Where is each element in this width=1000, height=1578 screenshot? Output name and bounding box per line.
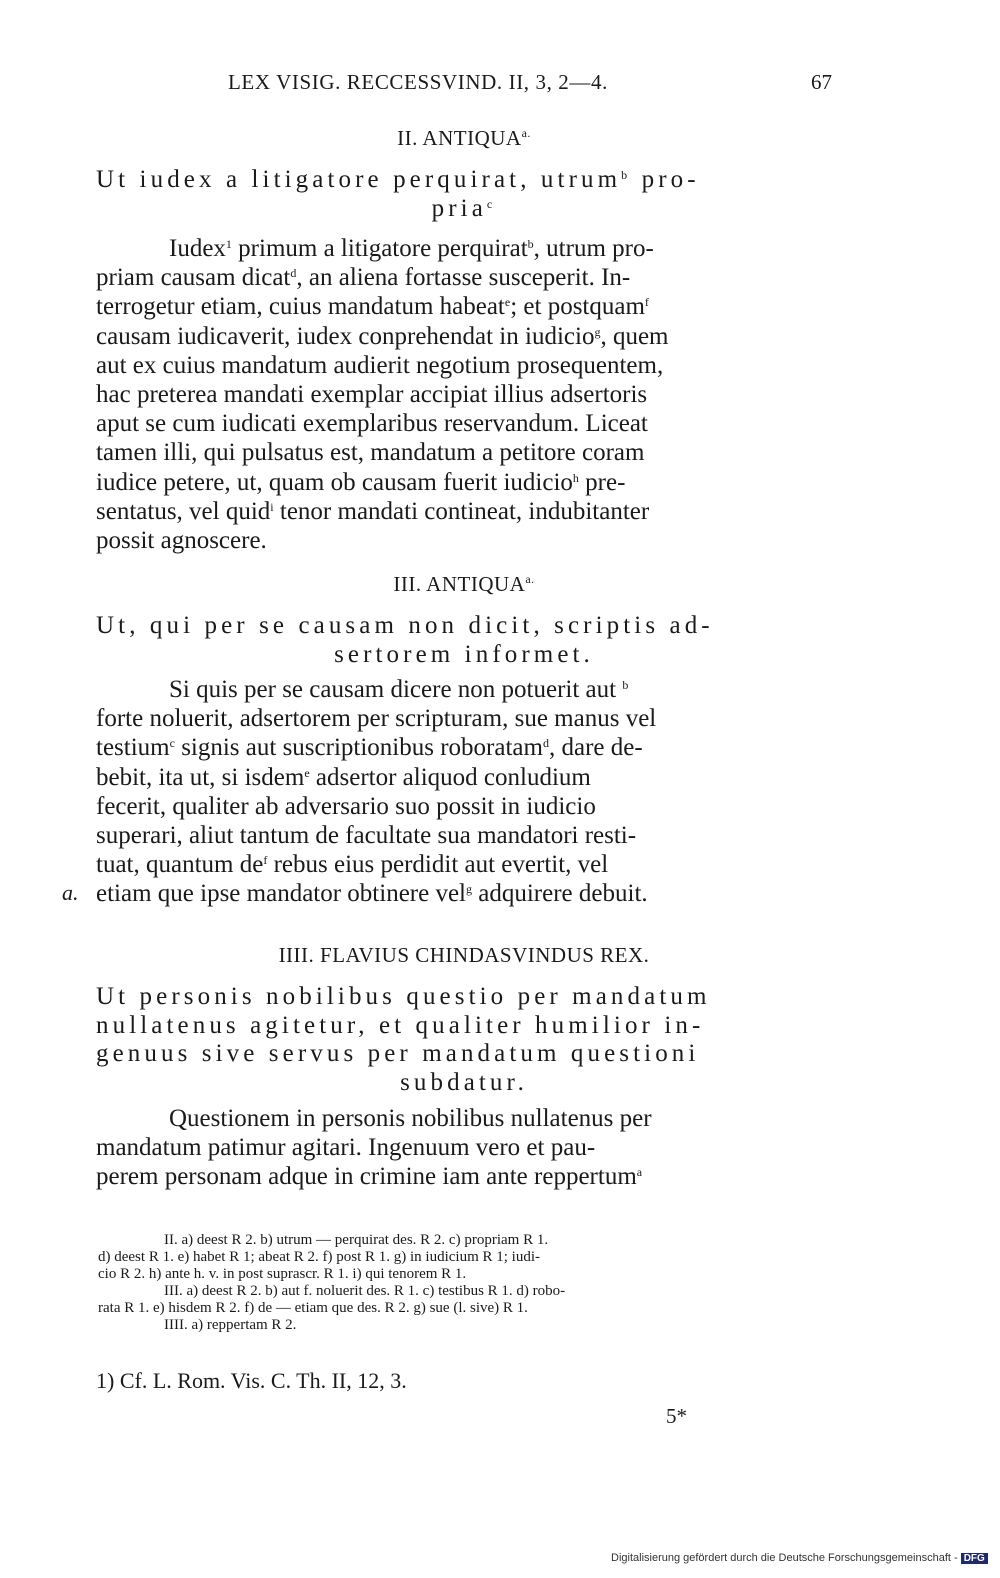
rubric-iii: Ut, qui per se causam non dicit, scriptis ad- sertorem informet. [96, 612, 714, 668]
running-title: LEX VISIG. RECCESSVIND. II, 3, 2—4. [228, 70, 608, 94]
rubric-iiii: Ut personis nobilibus questio per mandatum nullatenus agitetur, et qualiter humilior in- genuus sive servus per mandatum questioni subdatur. [96, 983, 711, 1096]
apparatus-line: d) deest R 1. e) habet R 1; abeat R 2. f) post R 1. g) in iudicium R 1; iudi- [98, 1249, 541, 1265]
dfg-logo: DFG [961, 1553, 988, 1564]
apparatus-line: rata R 1. e) hisdem R 2. f) de — etiam que des. R 2. g) sue (l. sive) R 1. [98, 1300, 528, 1316]
dfg-notice: Digitalisierung gefördert durch die Deutsche Forschungsgemeinschaft - DFG [611, 1552, 988, 1564]
source-footnote: 1) Cf. L. Rom. Vis. C. Th. II, 12, 3. [96, 1368, 407, 1393]
page-number: 67 [811, 70, 832, 94]
rubric-ii: Ut iudex a litigatore perquirat, utrum$^b$ pro- pria$^c$ [96, 166, 700, 222]
section-heading-iiii: IIII. FLAVIUS CHINDASVINDUS REX. [278, 943, 650, 967]
law-text-ii: Iudex$^1$ primum a litigatore perquirat$^b$, utrum pro- priam causam dicat$^d$, an aliena fortasse susceperit. In- terrogetur etiam, cuius mandatum habeat$^e$; et postquam$^f$ causam iudicaverit, iudex conprehendat in iudicio$^g$, quem aut ex cuius mandatum audierit negotium prosequentem, hac preterea mandati exemplar accipiat illius adsertoris aput se cum iudicati exemplaribus reservandum. Liceat tamen illi, qui pulsatus est, mandatum a petitore coram iudice petere, ut, quam ob causam fuerit iudicio$^h$ pre- sentatus, vel quid$^i$ tenor mandati contineat, indubitanter possit agnoscere. [96, 235, 669, 555]
apparatus-line: IIII. a) reppertam R 2. [164, 1317, 297, 1333]
margin-siglum: a. [62, 880, 79, 905]
signature-mark: 5* [666, 1404, 687, 1428]
section-heading-ii: II. $ANTIQUA^{a.}$ [397, 126, 531, 150]
critical-apparatus [98, 1232, 832, 1334]
section-heading-iii: III. $ANTIQUA^{a.}$ [393, 572, 535, 596]
apparatus-line: cio R 2. h) ante h. v. in post suprascr. R 1. i) qui tenorem R 1. [98, 1266, 467, 1282]
law-text-iii: Si quis per se causam dicere non potuerit aut $^b$ forte noluerit, adsertorem per scripturam, sue manus vel testium$^c$ signis aut suscriptionibus roboratam$^d$, dare de- bebit, ita ut, si isdem$^e$ adsertor aliquod conludium fecerit, qualiter ab adversario suo possit in iudicio superari, aliut tantum de facultate sua mandatori resti- tuat, quantum $de^f$ rebus eius perdidit aut evertit, vel etiam que ipse mandator obtinere vel$^g$ adquirere debuit. [96, 676, 657, 908]
apparatus-line: III. a) deest R 2. b) aut f. noluerit des. R 1. c) testibus R 1. d) robo- [164, 1283, 566, 1299]
law-text-iiii: Questionem in personis nobilibus nullatenus per mandatum patimur agitari. Ingenuum vero et pau- perem personam adque in crimine iam ante reppertum$^a$ [96, 1105, 652, 1191]
apparatus-line: II. a) deest R 2. b) utrum — perquirat des. R 2. c) propriam R 1. [164, 1232, 549, 1248]
running-header [96, 70, 832, 100]
